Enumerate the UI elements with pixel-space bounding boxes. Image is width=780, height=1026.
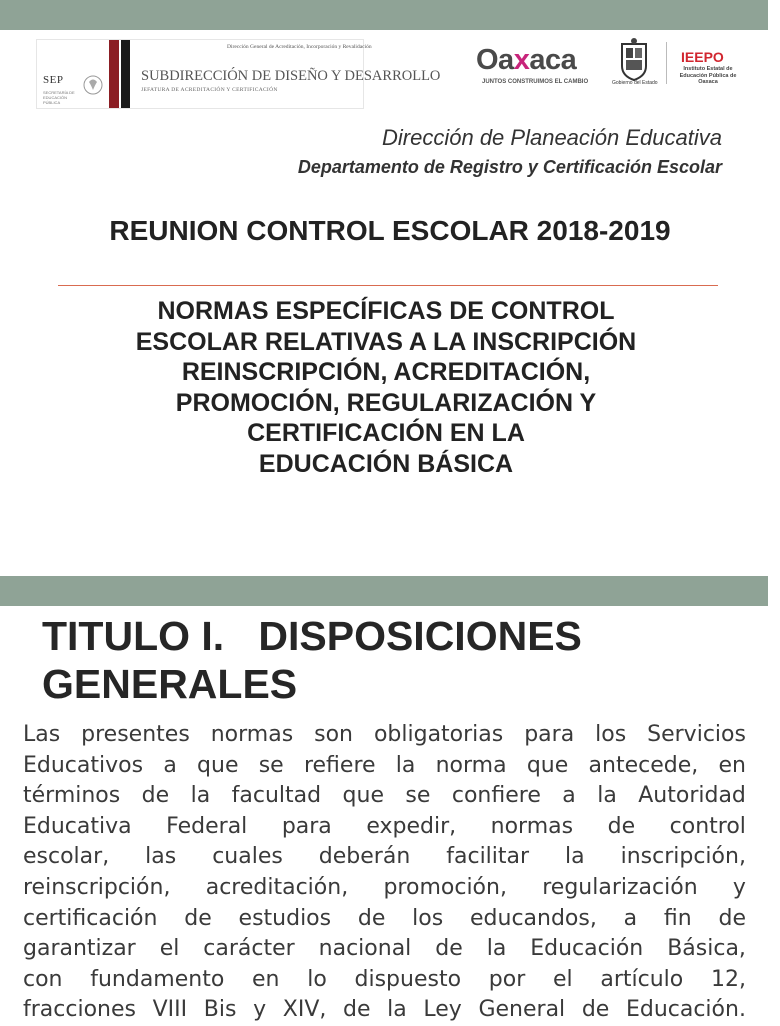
- paragraph-word: la: [597, 783, 617, 809]
- paragraph-word: a: [623, 905, 638, 931]
- paragraph-word: facultad: [231, 783, 322, 809]
- paragraph-word: Educativa: [23, 813, 132, 839]
- paragraph-word: que: [526, 752, 569, 778]
- paragraph-word: de: [184, 905, 212, 931]
- paragraph-word: términos: [23, 783, 121, 809]
- reunion-title: REUNION CONTROL ESCOLAR 2018-2019: [109, 215, 671, 246]
- paragraph-word: la: [486, 936, 507, 962]
- paragraph-line: [23, 842, 746, 873]
- paragraph-line: [23, 751, 746, 782]
- sep-direccion-general: Dirección General de Acreditación, Incorporación y Revalidación: [227, 44, 372, 50]
- paragraph-word: la: [190, 783, 211, 809]
- paragraph-word: norma: [435, 752, 507, 778]
- paragraph-word: acreditación,: [205, 874, 349, 900]
- paragraph-word: por: [488, 966, 526, 992]
- titulo-heading: [42, 612, 752, 708]
- paragraph-word: VIII: [152, 997, 188, 1023]
- normas-heading: [50, 296, 722, 479]
- paragraph-word: a: [163, 752, 177, 778]
- paragraph-word: deberán: [318, 844, 411, 870]
- paragraph-line: [23, 812, 746, 843]
- paragraph-word: las: [145, 844, 177, 870]
- paragraph-word: de: [718, 905, 746, 931]
- sep-jefatura: JEFATURA DE ACREDITACIÓN Y CERTIFICACIÓN: [141, 87, 278, 93]
- paragraph-word: Ley: [423, 997, 462, 1023]
- normas-line: PROMOCIÓN, REGULARIZACIÓN Y: [175, 388, 597, 417]
- paragraph-word: Federal: [166, 813, 248, 839]
- paragraph-word: los: [412, 905, 444, 931]
- paragraph-line: [23, 995, 746, 1026]
- paragraph-word: estudios: [238, 905, 332, 931]
- paragraph-word: Bis: [203, 997, 237, 1023]
- paragraph-word: la: [565, 844, 585, 870]
- paragraph-word: certificación: [23, 905, 158, 931]
- paragraph-word: con: [23, 966, 63, 992]
- paragraph-line: [23, 934, 746, 965]
- normas-line: REINSCRIPCIÓN, ACREDITACIÓN,: [181, 358, 591, 386]
- paragraph-word: y: [253, 997, 267, 1023]
- paragraph-line: [23, 781, 746, 812]
- titulo-line: TITULO I. DISPOSICIONES: [42, 613, 582, 659]
- normas-line: NORMAS ESPECÍFICAS DE CONTROL: [157, 297, 615, 325]
- paragraph-word: 12,: [710, 966, 746, 992]
- paragraph-word: artículo: [600, 966, 684, 992]
- paragraph-word: nacional: [318, 936, 412, 962]
- paragraph-word: Servicios: [647, 722, 746, 747]
- paragraph-word: para: [281, 813, 332, 839]
- paragraph-line: [23, 965, 746, 996]
- paragraph-word: se: [405, 783, 431, 809]
- paragraph-word: de: [343, 997, 371, 1023]
- departamento-title: Departamento de Registro y Certificación Escolar: [297, 157, 722, 177]
- paragraph-word: escolar,: [23, 844, 110, 870]
- paragraph-word: los: [595, 722, 627, 747]
- paragraph-word: cuales: [212, 844, 283, 870]
- paragraph-word: General: [478, 997, 566, 1023]
- paragraph-word: fin: [663, 905, 692, 931]
- titulo-line: GENERALES: [42, 661, 298, 707]
- paragraph-word: se: [258, 752, 284, 778]
- paragraph-word: que: [197, 752, 239, 778]
- paragraph-word: lo: [307, 966, 327, 992]
- body-paragraph: [23, 720, 746, 1026]
- ieepo-logo: IEEPO: [681, 49, 724, 65]
- paragraph-word: el: [159, 936, 180, 962]
- paragraph-word: para: [524, 722, 575, 747]
- eagle-emblem-icon: [83, 72, 103, 98]
- paragraph-word: XIV,: [282, 997, 327, 1023]
- paragraph-word: que: [342, 783, 384, 809]
- oaxaca-wordmark: Oaxaca: [476, 44, 577, 76]
- paragraph-word: Básica,: [667, 936, 746, 962]
- ieepo-subtitle: Instituto Estatal de Educación Pública de Oaxaca: [679, 66, 737, 85]
- paragraph-word: de: [141, 783, 170, 809]
- gobierno-label: Gobierno del Estado: [612, 80, 658, 86]
- logo-divider: [666, 42, 667, 84]
- paragraph-word: de: [435, 936, 463, 962]
- sep-subdireccion: SUBDIRECCIÓN DE DISEÑO Y DESARROLLO: [141, 68, 441, 84]
- paragraph-word: presentes: [81, 722, 190, 747]
- paragraph-word: de: [581, 997, 610, 1023]
- red-stripe: [109, 40, 119, 108]
- sep-small-text: SECRETARÍA DE EDUCACIÓN PÚBLICA: [43, 90, 75, 105]
- normas-line: ESCOLAR RELATIVAS A LA INSCRIPCIÓN: [135, 327, 637, 356]
- paragraph-word: en: [252, 966, 280, 992]
- paragraph-word: a: [562, 783, 576, 809]
- paragraph-word: dispuesto: [354, 966, 462, 992]
- direccion-title: Dirección de Planeación Educativa: [382, 125, 722, 150]
- paragraph-word: el: [552, 966, 573, 992]
- normas-line: CERTIFICACIÓN EN LA: [247, 419, 525, 447]
- oaxaca-tagline: JUNTOS CONSTRUIMOS EL CAMBIO: [482, 79, 589, 85]
- paragraph-line: [23, 720, 746, 751]
- paragraph-word: Educación.: [625, 997, 746, 1023]
- sep-logo-block: [37, 40, 107, 108]
- top-bar: [0, 0, 768, 30]
- paragraph-word: garantizar: [23, 936, 136, 962]
- paragraph-word: y: [732, 874, 746, 900]
- paragraph-word: carácter: [203, 936, 295, 962]
- slide-separator-bar: [0, 576, 768, 606]
- paragraph-word: de: [607, 813, 636, 839]
- paragraph-word: antecede,: [588, 752, 699, 778]
- paragraph-word: de: [357, 905, 386, 931]
- paragraph-word: obligatorias: [373, 722, 504, 747]
- paragraph-word: promoción,: [383, 874, 507, 900]
- paragraph-word: Las: [23, 722, 61, 747]
- paragraph-word: refiere: [303, 752, 376, 778]
- paragraph-word: normas: [210, 722, 294, 747]
- oaxaca-logo: [476, 44, 602, 90]
- paragraph-word: fracciones: [23, 997, 136, 1023]
- title-rule: [58, 285, 718, 286]
- paragraph-word: fundamento: [90, 966, 225, 992]
- black-stripe: [121, 40, 130, 108]
- sep-banner: [36, 39, 441, 109]
- sep-logo-text: SEP: [43, 74, 64, 86]
- paragraph-word: la: [387, 997, 407, 1023]
- paragraph-word: regularización: [542, 874, 698, 900]
- paragraph-word: Educativos: [23, 752, 144, 778]
- paragraph-word: control: [669, 813, 746, 839]
- paragraph-word: educandos,: [470, 905, 597, 931]
- paragraph-word: en: [718, 752, 746, 778]
- paragraph-line: [23, 904, 746, 935]
- sep-color-bars: [109, 40, 133, 108]
- paragraph-line: [23, 873, 746, 904]
- paragraph-word: la: [395, 752, 416, 778]
- paragraph-word: inscripción,: [620, 844, 746, 870]
- paragraph-word: Autoridad: [638, 783, 746, 809]
- paragraph-word: facilitar: [446, 844, 530, 870]
- paragraph-word: Educación: [530, 936, 644, 962]
- paragraph-word: expedir,: [366, 813, 457, 839]
- paragraph-word: normas: [490, 813, 574, 839]
- normas-line: EDUCACIÓN BÁSICA: [258, 449, 514, 478]
- paragraph-word: confiere: [451, 783, 541, 809]
- paragraph-word: son: [314, 722, 353, 747]
- paragraph-word: reinscripción,: [23, 874, 171, 900]
